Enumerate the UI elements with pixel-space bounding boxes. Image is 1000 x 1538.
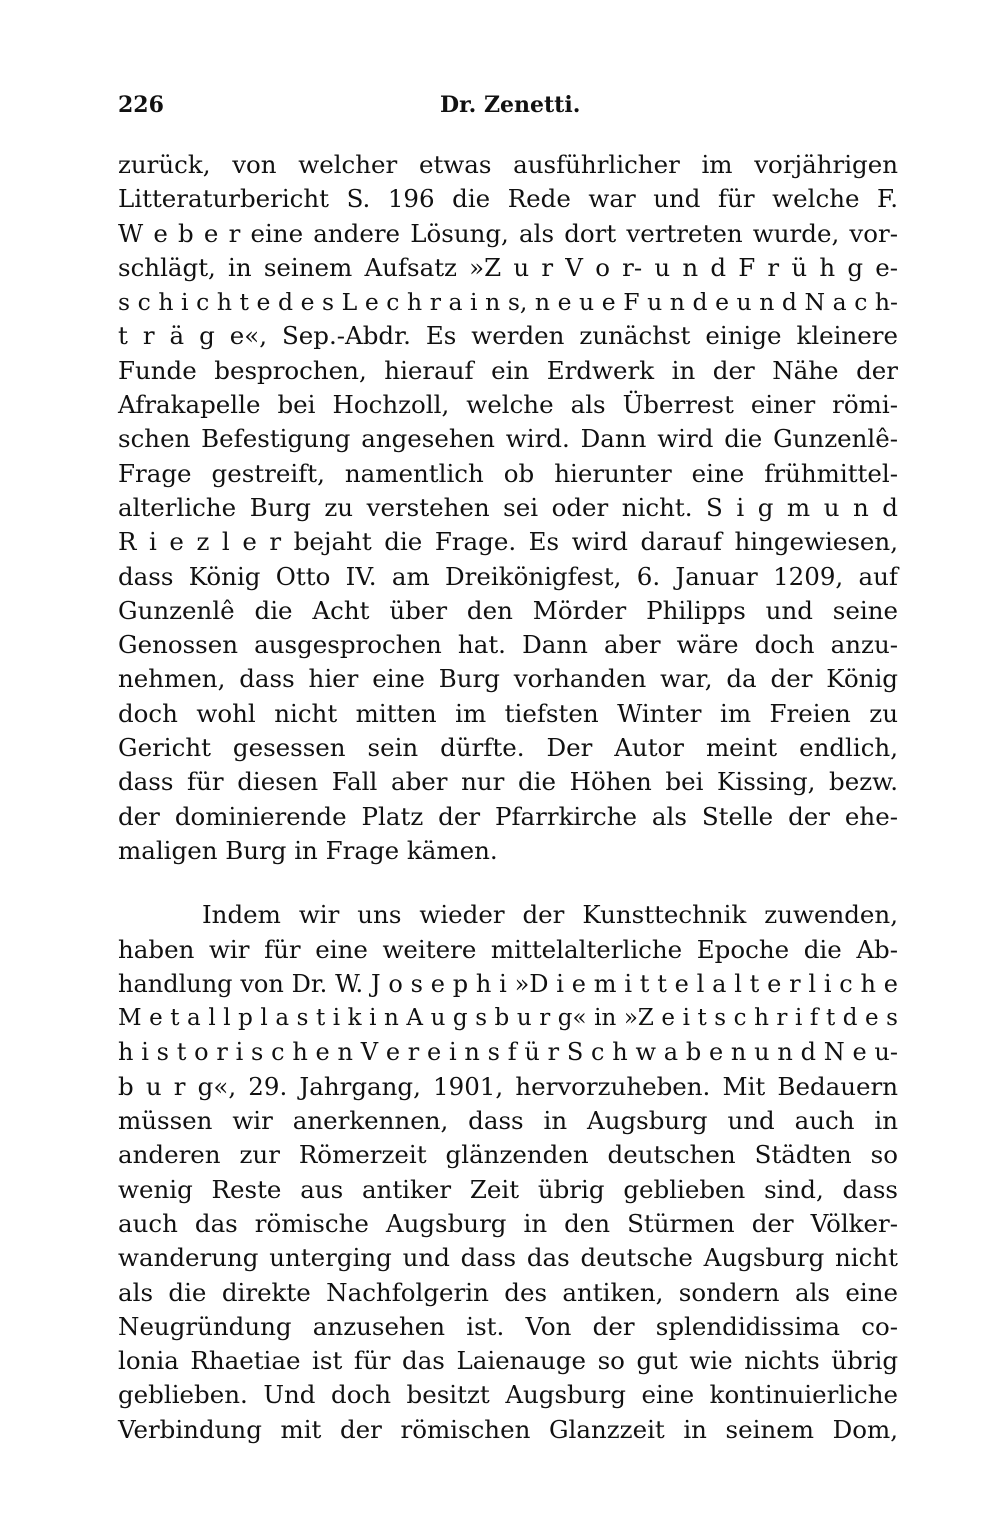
text-line: M e t a l l p l a s t i k i n A u g s b u r g« in »Z e i t s c h r i f t d e s bbox=[118, 1005, 898, 1032]
paragraph-gap bbox=[118, 868, 898, 898]
text-line: Indem wir uns wieder der Kunsttechnik zuwenden, bbox=[202, 900, 898, 930]
text-line: nehmen, dass hier eine Burg vorhanden war, da der König bbox=[118, 664, 898, 694]
text-line: s c h i c h t e d e s L e c h r a i n s, n e u e F u n d e u n d N a c h- bbox=[118, 288, 898, 317]
page-number: 226 bbox=[118, 92, 164, 118]
text-line: Genossen ausgesprochen hat. Dann aber wäre doch anzu- bbox=[118, 630, 898, 660]
text-line: h i s t o r i s c h e n V e r e i n s f ü r S c h w a b e n u n d N e u- bbox=[118, 1038, 898, 1067]
paragraph-1 bbox=[118, 148, 898, 868]
text-line: dass König Otto IV. am Dreikönigfest, 6. Januar 1209, auf bbox=[118, 561, 898, 591]
text-line: anderen zur Römerzeit glänzenden deutschen Städten so bbox=[118, 1140, 898, 1170]
text-line: Verbindung mit der römischen Glanzzeit in seinem Dom, bbox=[118, 1414, 898, 1444]
text-line: lonia Rhaetiae ist für das Laienauge so gut wie nichts übrig bbox=[118, 1346, 898, 1376]
text-line: der dominierende Platz der Pfarrkirche als Stelle der ehe- bbox=[118, 801, 898, 831]
text-line: Afrakapelle bei Hochzoll, welche als Überrest einer römi- bbox=[118, 390, 898, 420]
body-text bbox=[118, 148, 898, 1447]
text-line: W e b e r eine andere Lösung, als dort vertreten wurde, vor- bbox=[118, 218, 898, 248]
text-line: t r ä g e«, Sep.-Abdr. Es werden zunächst einige kleinere bbox=[118, 321, 898, 351]
text-line: R i e z l e r bejaht die Frage. Es wird darauf hingewiesen, bbox=[118, 527, 898, 557]
text-line: als die direkte Nachfolgerin des antiken, sondern als eine bbox=[118, 1277, 898, 1307]
text-line: Litteraturbericht S. 196 die Rede war und für welche F. bbox=[118, 184, 898, 214]
text-line: doch wohl nicht mitten im tiefsten Winter im Freien zu bbox=[118, 698, 898, 728]
text-line: schen Befestigung angesehen wird. Dann wird die Gunzenlê- bbox=[118, 424, 898, 454]
text-line: schlägt, in seinem Aufsatz »Z u r V o r- u n d F r ü h g e- bbox=[118, 252, 898, 282]
text-line: maligen Burg in Frage kämen. bbox=[118, 835, 498, 865]
text-line: b u r g«, 29. Jahrgang, 1901, hervorzuheben. Mit Bedauern bbox=[118, 1071, 898, 1101]
text-line: Gunzenlê die Acht über den Mörder Philipps und seine bbox=[118, 595, 898, 625]
text-line: alterliche Burg zu verstehen sei oder nicht. S i g m u n d bbox=[118, 492, 898, 522]
text-line: Gericht gesessen sein dürfte. Der Autor meint endlich, bbox=[118, 733, 898, 763]
text-line: geblieben. Und doch besitzt Augsburg eine kontinuierliche bbox=[118, 1380, 898, 1410]
text-line: haben wir für eine weitere mittelalterliche Epoche die Ab- bbox=[118, 934, 898, 964]
text-line: zurück, von welcher etwas ausführlicher im vorjährigen bbox=[118, 150, 898, 179]
text-line: dass für diesen Fall aber nur die Höhen bei Kissing, bezw. bbox=[118, 767, 898, 797]
text-line: auch das römische Augsburg in den Stürmen der Völker- bbox=[118, 1208, 898, 1238]
paragraph-2 bbox=[118, 898, 898, 1447]
text-line: wanderung unterging und dass das deutsche Augsburg nicht bbox=[118, 1243, 898, 1273]
text-line: Frage gestreift, namentlich ob hierunter eine frühmittel- bbox=[118, 458, 898, 488]
text-line: handlung von Dr. W. J o s e p h i »D i e m i t t e l a l t e r l i c h e bbox=[118, 969, 898, 998]
text-line: Neugründung anzusehen ist. Von der splendidissima co- bbox=[118, 1311, 898, 1341]
text-line: müssen wir anerkennen, dass in Augsburg und auch in bbox=[118, 1106, 898, 1136]
running-head: Dr. Zenetti. bbox=[440, 92, 581, 118]
text-line: wenig Reste aus antiker Zeit übrig geblieben sind, dass bbox=[118, 1174, 898, 1204]
text-line: Funde besprochen, hierauf ein Erdwerk in der Nähe der bbox=[118, 355, 898, 385]
page-header bbox=[118, 92, 894, 126]
